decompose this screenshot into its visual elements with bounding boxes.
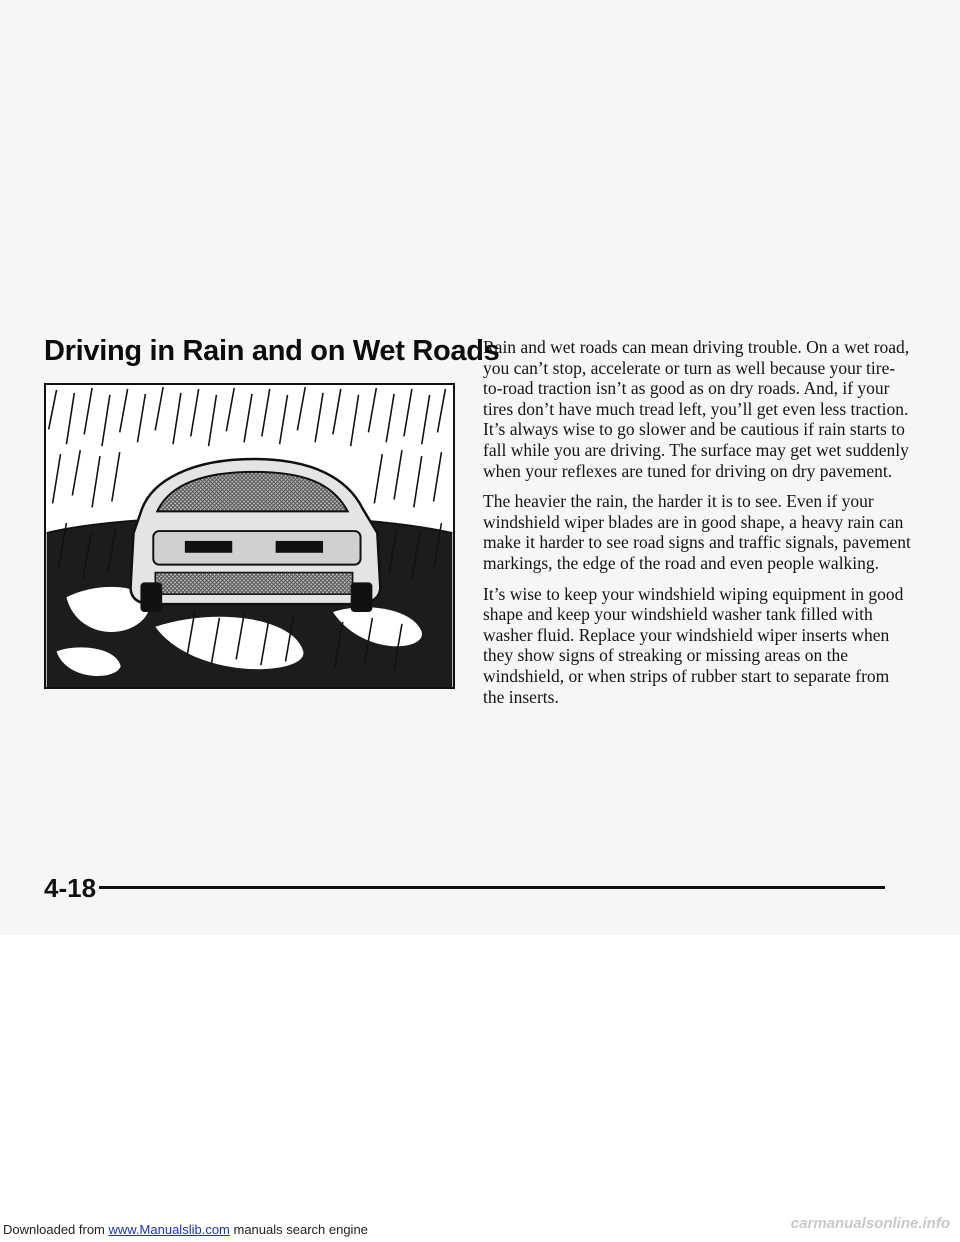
tire	[140, 582, 162, 612]
car-in-rain-drawing	[46, 385, 453, 687]
footer-rule	[99, 886, 885, 889]
headlight	[276, 541, 323, 553]
footer-prefix: Downloaded from	[3, 1222, 109, 1237]
manualslib-link[interactable]: www.Manualslib.com	[108, 1222, 230, 1237]
paragraph: It’s wise to keep your windshield wiping equipment in good shape and keep your windshield washer tank filled with washer fluid. Replace your windshield wiper inserts when they show signs of streaking or missing areas on the windshield, or when strips of rubber start to separate from the inserts.	[483, 583, 904, 707]
page-title: Driving in Rain and on Wet Roads	[44, 335, 500, 367]
paragraph: The heavier the rain, the harder it is to see. Even if your windshield wiper blades are in good shape, a heavy rain can make it harder to see road signs and traffic signals, pavement markings, the edge of the road and even people walking.	[483, 491, 911, 573]
car	[131, 459, 381, 612]
headlight	[185, 541, 232, 553]
body-text	[483, 337, 913, 717]
page-number: 4-18	[44, 873, 97, 903]
download-footer	[3, 1222, 368, 1237]
rain-car-illustration	[44, 383, 455, 689]
tire	[351, 582, 373, 612]
watermark: carmanualsonline.info	[790, 1215, 950, 1232]
paragraph: Rain and wet roads can mean driving trouble. On a wet road, you can’t stop, accelerate or turn as well because your tire-to-road traction isn’t as good as on dry roads. And, if your tires don’t have much tread left, you’ll get even less traction. It’s always wise to go slower and be cautious if rain starts to fall while you are driving. The surface may get wet suddenly when your reflexes are tuned for driving on dry pavement.	[483, 337, 910, 481]
footer-suffix: manuals search engine	[229, 1222, 368, 1237]
